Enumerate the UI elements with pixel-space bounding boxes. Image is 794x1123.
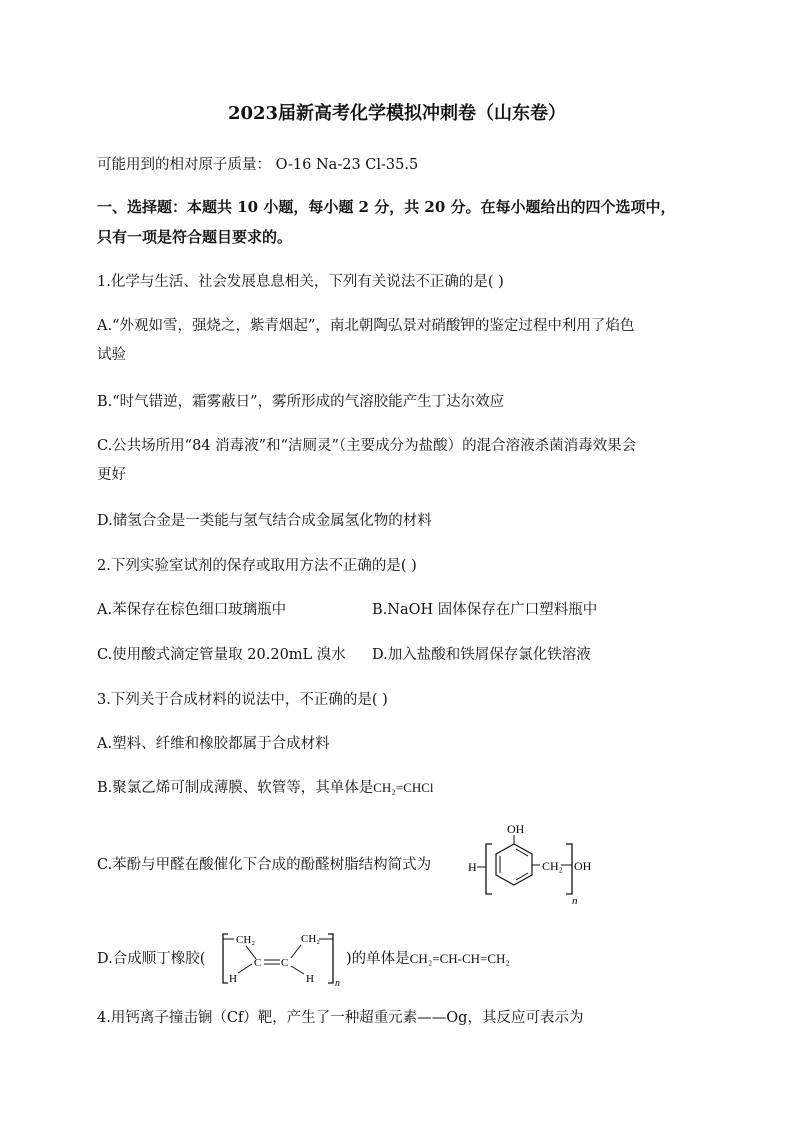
q2-option-a: A.苯保存在棕色细口玻璃瓶中 — [97, 602, 287, 618]
q1-option-b: B.“时气错逆，霜雾蔽日”，雾所形成的气溶胶能产生丁达尔效应 — [97, 394, 505, 410]
q1-option-a-line2: 试验 — [97, 347, 126, 363]
q3-option-d-text1: D.合成顺丁橡胶( — [97, 951, 206, 967]
rubber-n-label: n — [335, 978, 340, 988]
resin-oh-right-label: OH — [574, 859, 592, 873]
q3-stem: 3.下列关于合成材料的说法中，不正确的是( ) — [97, 692, 388, 708]
vinyl-chloride-formula: CH₂=CHCl — [373, 780, 434, 795]
rubber-ch2-right-label: CH₂ — [301, 933, 321, 945]
resin-oh-top-label: OH — [507, 822, 525, 836]
resin-n-label: n — [572, 895, 578, 907]
q1-option-a-line1: A.“外观如雪，强烧之，紫青烟起”，南北朝陶弘景对硝酸钾的鉴定过程中利用了焰色 — [97, 318, 635, 334]
butadiene-formula: CH₂=CH-CH=CH₂ — [409, 951, 510, 966]
q3-option-b — [97, 778, 434, 798]
rubber-c1-label: C — [254, 957, 262, 969]
atomic-mass-note: 可能用到的相对原子质量： O-16 Na-23 Cl-35.5 — [97, 157, 419, 173]
q2-stem: 2.下列实验室试剂的保存或取用方法不正确的是( ) — [97, 558, 417, 574]
q1-option-c-line2: 更好 — [97, 467, 126, 483]
q3-option-c-text: C.苯酚与甲醛在酸催化下合成的酚醛树脂结构简式为 — [97, 857, 432, 873]
q1-stem: 1.化学与生活、社会发展息息相关，下列有关说法不正确的是( ) — [97, 274, 504, 290]
rubber-c2-label: C — [281, 957, 289, 969]
q1-option-d: D.储氢合金是一类能与氢气结合成金属氢化物的材料 — [97, 513, 432, 529]
q4-stem: 4.用钙离子撞击锎（Cf）靶，产生了一种超重元素——Og，其反应可表示为 — [97, 1010, 584, 1026]
q3-option-b-text: B.聚氯乙烯可制成薄膜、软管等，其单体是 — [97, 780, 374, 796]
q1-option-c-line1: C.公共场所用“84 消毒液”和“洁厕灵”（主要成分为盐酸）的混合溶液杀菌消毒效果会 — [97, 438, 637, 454]
q2-option-c: C.使用酸式滴定管量取 20.20mL 溴水 — [97, 647, 346, 663]
resin-ch2-label: CH₂ — [542, 859, 563, 873]
section-heading-line1: 一、选择题：本题共 10 小题，每小题 2 分，共 20 分。在每小题给出的四个选项中， — [97, 198, 676, 216]
rubber-h2-label: H — [306, 973, 314, 985]
phenolic-resin-structure — [462, 818, 602, 908]
cis-polybutadiene-structure — [216, 928, 346, 988]
resin-h-label: H — [468, 860, 477, 874]
rubber-ch2-left-label: CH₂ — [236, 934, 256, 946]
q3-option-d-text2 — [346, 949, 510, 969]
q2-option-d: D.加入盐酸和铁屑保存氯化铁溶液 — [372, 647, 591, 663]
q2-option-b: B.NaOH 固体保存在广口塑料瓶中 — [372, 602, 598, 618]
rubber-h1-label: H — [229, 973, 237, 985]
section-heading-line2: 只有一项是符合题目要求的。 — [97, 228, 293, 246]
page-title: 2023届新高考化学模拟冲刺卷（山东卷） — [227, 103, 567, 124]
q3-option-d-mid: )的单体是 — [346, 951, 410, 967]
q3-option-a: A.塑料、纤维和橡胶都属于合成材料 — [97, 736, 330, 752]
